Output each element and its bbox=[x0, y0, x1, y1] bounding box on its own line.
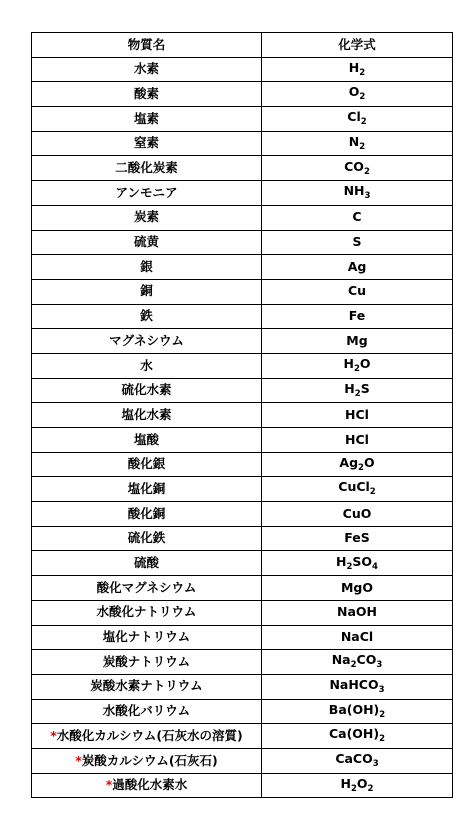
substance-name: 水酸化ナトリウム bbox=[96, 604, 197, 620]
table-row bbox=[32, 551, 453, 576]
formula-text: NaHCO bbox=[329, 676, 379, 692]
substance-name: 窒素 bbox=[133, 135, 159, 151]
table-row bbox=[32, 452, 453, 477]
formula-text: O bbox=[359, 356, 371, 372]
table-row bbox=[32, 230, 453, 255]
substance-name-cell bbox=[32, 526, 262, 551]
substance-name: 銅 bbox=[140, 283, 153, 299]
substance-name: 炭酸ナトリウム bbox=[102, 653, 191, 669]
formula-text: Ca(OH) bbox=[328, 726, 380, 742]
formula-subscript: 2 bbox=[353, 364, 360, 375]
substance-name-cell bbox=[32, 650, 262, 675]
chemical-formula-cell bbox=[262, 230, 453, 255]
table-row bbox=[32, 477, 453, 502]
substance-name-cell bbox=[32, 576, 262, 601]
substance-name: 水酸化バリウム bbox=[102, 703, 191, 719]
formula-subscript: 2 bbox=[379, 709, 386, 720]
table-row bbox=[32, 650, 453, 675]
chemical-formula-cell bbox=[262, 502, 453, 527]
substance-name: 硫黄 bbox=[133, 234, 159, 250]
formula-text: H bbox=[340, 775, 351, 791]
chemical-formula-cell bbox=[262, 57, 453, 82]
table-row bbox=[32, 329, 453, 354]
formula-text: O bbox=[363, 454, 375, 470]
formula-subscript: 2 bbox=[363, 166, 370, 177]
formula-subscript: 3 bbox=[378, 684, 385, 695]
formula-subscript: 2 bbox=[354, 388, 361, 399]
chemical-formula-cell bbox=[262, 428, 453, 453]
header-row bbox=[32, 33, 453, 58]
substance-name: 炭素 bbox=[133, 209, 159, 225]
chemical-formula-cell bbox=[262, 304, 453, 329]
substance-name-cell bbox=[32, 674, 262, 699]
formula-text: O bbox=[348, 84, 360, 100]
formula-subscript: 2 bbox=[379, 734, 386, 745]
table-row bbox=[32, 131, 453, 156]
formula-text: SO bbox=[352, 553, 373, 569]
chemical-formula-table bbox=[31, 32, 453, 798]
substance-name: 鉄 bbox=[140, 308, 153, 324]
formula-text: CO bbox=[344, 158, 364, 174]
chemical-formula-cell bbox=[262, 378, 453, 403]
table-row bbox=[32, 502, 453, 527]
formula-subscript: 2 bbox=[350, 660, 357, 671]
chemical-formula-cell bbox=[262, 526, 453, 551]
formula-text: FeS bbox=[344, 530, 370, 546]
formula-subscript: 3 bbox=[364, 191, 371, 202]
table-row bbox=[32, 255, 453, 280]
table-row bbox=[32, 304, 453, 329]
substance-name-cell bbox=[32, 353, 262, 378]
formula-text: S bbox=[360, 380, 370, 396]
table-row bbox=[32, 526, 453, 551]
formula-text: Na bbox=[331, 652, 351, 668]
substance-name-cell bbox=[32, 378, 262, 403]
formula-text: Fe bbox=[348, 308, 366, 324]
substance-name: 酸化銀 bbox=[127, 456, 166, 472]
table-row bbox=[32, 353, 453, 378]
chemical-formula-cell bbox=[262, 674, 453, 699]
table-row bbox=[32, 181, 453, 206]
substance-name-cell bbox=[32, 131, 262, 156]
table-row bbox=[32, 205, 453, 230]
substance-name-cell bbox=[32, 403, 262, 428]
formula-text: Mg bbox=[346, 332, 368, 348]
table-row bbox=[32, 576, 453, 601]
table-row bbox=[32, 625, 453, 650]
substance-name-cell bbox=[32, 107, 262, 132]
chemical-formula-cell bbox=[262, 205, 453, 230]
chemical-formula-cell bbox=[262, 279, 453, 304]
substance-name: 塩化ナトリウム bbox=[102, 629, 191, 645]
asterisk-mark: * bbox=[75, 752, 82, 768]
formula-text: CuO bbox=[342, 505, 372, 521]
substance-name: 炭酸水素ナトリウム bbox=[90, 678, 203, 694]
formula-subscript: 2 bbox=[346, 561, 353, 572]
substance-name-cell bbox=[32, 625, 262, 650]
substance-name-cell bbox=[32, 156, 262, 181]
formula-text: C bbox=[352, 209, 362, 225]
substance-name: 酸素 bbox=[133, 85, 159, 101]
substance-name-cell bbox=[32, 428, 262, 453]
formula-text: Ag bbox=[339, 454, 359, 470]
formula-text: H bbox=[348, 59, 360, 75]
chemical-formula-cell bbox=[262, 329, 453, 354]
table-row bbox=[32, 82, 453, 107]
chemical-formula-cell bbox=[262, 107, 453, 132]
asterisk-mark: * bbox=[50, 727, 57, 743]
header-substance-name: 物質名 bbox=[32, 33, 262, 58]
chemical-formula-cell bbox=[262, 773, 453, 798]
substance-name-cell bbox=[32, 551, 262, 576]
chemical-formula-cell bbox=[262, 82, 453, 107]
substance-name-cell bbox=[32, 304, 262, 329]
substance-name: マグネシウム bbox=[109, 332, 184, 348]
chemical-formula-cell bbox=[262, 551, 453, 576]
substance-name: 塩酸 bbox=[133, 431, 159, 447]
chemical-formula-cell bbox=[262, 353, 453, 378]
formula-subscript: 2 bbox=[359, 67, 366, 78]
substance-name: 水 bbox=[140, 357, 153, 373]
chemical-formula-cell bbox=[262, 748, 453, 773]
asterisk-mark: * bbox=[105, 777, 113, 793]
substance-name-cell bbox=[32, 57, 262, 82]
substance-name-cell bbox=[32, 748, 262, 773]
formula-text: H bbox=[344, 380, 355, 396]
formula-subscript: 3 bbox=[372, 759, 379, 770]
table-row bbox=[32, 699, 453, 724]
substance-name: 水酸化カルシウム(石灰水の溶質) bbox=[56, 727, 243, 743]
table-row bbox=[32, 57, 453, 82]
substance-name-cell bbox=[32, 329, 262, 354]
substance-name: 塩素 bbox=[133, 110, 159, 126]
substance-name: 過酸化水素水 bbox=[112, 777, 188, 793]
substance-name: 水素 bbox=[133, 61, 159, 77]
table-row bbox=[32, 107, 453, 132]
chemical-formula-cell bbox=[262, 699, 453, 724]
table-row bbox=[32, 773, 453, 798]
formula-subscript: 2 bbox=[369, 487, 376, 498]
table-row bbox=[32, 600, 453, 625]
chemical-formula-cell bbox=[262, 724, 453, 749]
table-row bbox=[32, 156, 453, 181]
substance-name: アンモニア bbox=[115, 184, 178, 200]
substance-name-cell bbox=[32, 279, 262, 304]
chemical-formula-cell bbox=[262, 181, 453, 206]
formula-subscript: 2 bbox=[360, 117, 367, 128]
substance-name: 硫化鉄 bbox=[127, 530, 166, 546]
formula-text: N bbox=[348, 133, 360, 149]
table-row bbox=[32, 378, 453, 403]
chemical-formula-cell bbox=[262, 576, 453, 601]
table-row bbox=[32, 279, 453, 304]
chemical-formula-cell bbox=[262, 156, 453, 181]
formula-subscript: 2 bbox=[359, 92, 366, 103]
formula-text: H bbox=[343, 356, 354, 372]
formula-subscript: 3 bbox=[376, 660, 383, 671]
formula-subscript: 2 bbox=[367, 783, 374, 794]
substance-name-cell bbox=[32, 255, 262, 280]
chemical-formula-cell bbox=[262, 452, 453, 477]
chemical-formula-cell bbox=[262, 131, 453, 156]
substance-name: 二酸化炭素 bbox=[115, 160, 178, 176]
substance-name-cell bbox=[32, 502, 262, 527]
table-row bbox=[32, 403, 453, 428]
formula-text: Cu bbox=[347, 283, 367, 299]
substance-name: 硫化水素 bbox=[121, 382, 172, 398]
formula-text: CaCO bbox=[335, 751, 373, 767]
substance-name-cell bbox=[32, 452, 262, 477]
header-chemical-formula: 化学式 bbox=[262, 33, 453, 58]
chemical-formula-cell bbox=[262, 600, 453, 625]
formula-text: Ag bbox=[347, 258, 367, 274]
substance-name: 炭酸カルシウム(石灰石) bbox=[81, 752, 218, 768]
table-body bbox=[32, 57, 453, 798]
substance-name: 塩化銅 bbox=[127, 480, 166, 496]
formula-text: MgO bbox=[340, 579, 373, 595]
substance-name-cell bbox=[32, 181, 262, 206]
formula-text: NaOH bbox=[337, 604, 377, 620]
formula-text: Cl bbox=[347, 109, 361, 125]
substance-name: 酸化マグネシウム bbox=[96, 579, 197, 595]
chemical-formula-cell bbox=[262, 650, 453, 675]
chemical-formula-cell bbox=[262, 255, 453, 280]
formula-text: CO bbox=[356, 652, 377, 668]
substance-name-cell bbox=[32, 205, 262, 230]
formula-text: H bbox=[336, 553, 347, 569]
substance-name: 銀 bbox=[140, 258, 153, 274]
substance-name-cell bbox=[32, 724, 262, 749]
substance-name-cell bbox=[32, 699, 262, 724]
formula-subscript: 2 bbox=[350, 783, 357, 794]
formula-subscript: 2 bbox=[359, 141, 366, 152]
formula-subscript: 4 bbox=[372, 561, 378, 572]
table-row bbox=[32, 724, 453, 749]
substance-name-cell bbox=[32, 82, 262, 107]
table-row bbox=[32, 748, 453, 773]
substance-name: 硫酸 bbox=[133, 555, 159, 571]
formula-text: Ba(OH) bbox=[328, 701, 380, 717]
formula-text: HCl bbox=[345, 406, 369, 422]
formula-text: NH bbox=[343, 183, 365, 199]
formula-text: NaCl bbox=[340, 629, 374, 645]
chemical-formula-cell bbox=[262, 403, 453, 428]
substance-name: 酸化銅 bbox=[127, 505, 166, 521]
table-row bbox=[32, 428, 453, 453]
formula-text: S bbox=[352, 234, 362, 250]
substance-name-cell bbox=[32, 230, 262, 255]
table-row bbox=[32, 674, 453, 699]
substance-name-cell bbox=[32, 773, 262, 798]
substance-name-cell bbox=[32, 600, 262, 625]
formula-text: CuCl bbox=[338, 479, 370, 495]
chemical-formula-cell bbox=[262, 625, 453, 650]
substance-name: 塩化水素 bbox=[121, 406, 172, 422]
formula-text: HCl bbox=[345, 431, 369, 447]
chemical-formula-cell bbox=[262, 477, 453, 502]
formula-text: O bbox=[356, 775, 368, 791]
substance-name-cell bbox=[32, 477, 262, 502]
formula-subscript: 2 bbox=[358, 462, 364, 473]
